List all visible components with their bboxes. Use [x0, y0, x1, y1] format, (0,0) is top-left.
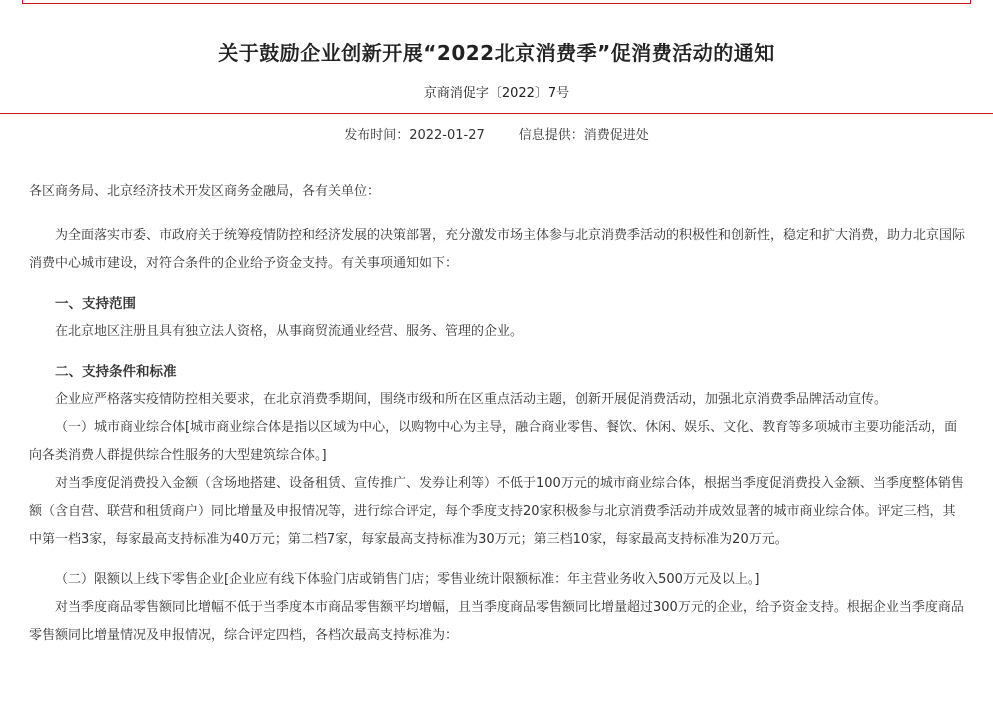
section-1-text: 在北京地区注册且具有独立法人资格，从事商贸流通业经营、服务、管理的企业。: [55, 324, 524, 339]
item-1-text: 对当季度促消费投入金额（含场地搭建、设备租赁、宣传推广、发券让利等）不低于100万元的城市商业综合体，根据当季度促消费投入金额、当季度整体销售额（含自营、联营和租赁商户）同比增量及申报情况等，进行综合评定，每个季度支持20家积极参与北京消费季活动并成效显著的城市商业综合体。评定三档，其中第一档3家，每家最高支持标准为40万元；第二档7家，每家最高支持标准为30万元；第三档10家，每家最高支持标准为20万元。: [29, 476, 964, 547]
header-divider: [0, 113, 993, 114]
salutation: 各区商务局、北京经济技术开发区商务金融局，各有关单位：: [29, 184, 381, 199]
intro-paragraph: 为全面落实市委、市政府关于统筹疫情防控和经济发展的决策部署，充分激发市场主体参与北京消费季活动的积极性和创新性，稳定和扩大消费，助力北京国际消费中心城市建设，对符合条件的企业给予资金支持。有关事项通知如下：: [29, 228, 966, 271]
top-frame-border: [22, 0, 971, 4]
section-2-text: 企业应严格落实疫情防控相关要求，在北京消费季期间，围绕市级和所在区重点活动主题，创新开展促消费活动，加强北京消费季品牌活动宣传。: [55, 392, 888, 407]
section-1-heading: 一、支持范围: [55, 296, 136, 312]
info-provider: 消费促进处: [583, 128, 649, 143]
article-meta: [0, 124, 993, 143]
article-body: [29, 178, 967, 650]
item-1-title: （一）城市商业综合体[城市商业综合体是指以区域为中心，以购物中心为主导，融合商业零售、餐饮、休闲、娱乐、文化、教育等多项城市主要功能活动，面向各类消费人群提供综合性服务的大型建筑综合体。]: [29, 420, 958, 463]
info-provider-label: 信息提供：: [518, 128, 584, 143]
publish-date: 2022-01-27: [409, 128, 485, 143]
section-2-heading: 二、支持条件和标准: [55, 364, 177, 380]
item-2-title: （二）限额以上线下零售企业[企业应有线下体验门店或销售门店；零售业统计限额标准：年主营业务收入500万元及以上。]: [55, 572, 760, 587]
item-2-text: 对当季度商品零售额同比增幅不低于当季度本市商品零售额平均增幅，且当季度商品零售额同比增量超过300万元的企业，给予资金支持。根据企业当季度商品零售额同比增量情况及申报情况，综合评定四档，各档次最高支持标准为：: [29, 600, 964, 643]
publish-time-label: 发布时间：: [344, 128, 410, 143]
article-title: 关于鼓励企业创新开展“2022北京消费季”促消费活动的通知: [218, 41, 775, 66]
document-number: 京商消促字〔2022〕7号: [423, 86, 570, 101]
